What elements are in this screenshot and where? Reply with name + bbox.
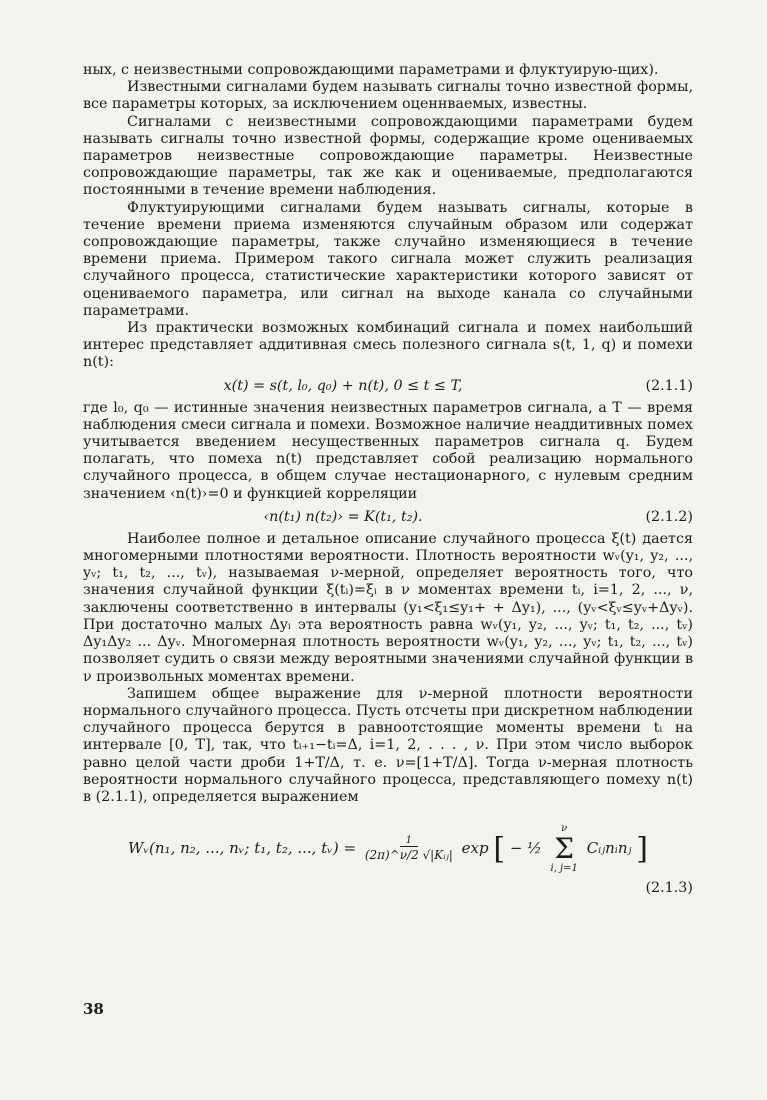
page-number: 38 — [83, 1000, 104, 1018]
sum-lower-limit: i, j=1 — [550, 863, 578, 875]
paragraph-1: ных, с неизвестными сопровождающими параметрами и флуктуирую-щих). — [83, 62, 659, 78]
paragraph-4: Флуктуирующими сигналами будем называть сигналы, которые в течение времени приема изменяются случайным образом или содержат сопровождающие параметры, также случайно изменяющиеся в течение времени приема. Примером такого сигнала может служить реализация случайного процесса, статистические характеристики которого зависят от оцениваемого параметра, или сигнал на выходе канала со случайными параметрами. — [83, 199, 693, 319]
equation-2-1-1 — [83, 374, 693, 398]
page-body — [83, 62, 693, 896]
equation-2-1-3-fraction — [365, 835, 453, 863]
right-bracket: ] — [636, 831, 648, 867]
equation-2-1-3-left: Wᵥ(n₁, n₂, ..., nᵥ; t₁, t₂, ..., tᵥ) = — [128, 839, 357, 858]
sum-term: Cᵢⱼnᵢnⱼ — [586, 839, 632, 858]
equation-2-1-3-formula — [83, 823, 693, 875]
paragraph-8: Запишем общее выражение для ν-мерной плотности вероятности нормального случайного процесса. Пусть отсчеты при дискретном наблюдении случайного процесса берутся в равноотстоящие моменты времени tᵢ на интервале [0, T], так, что tᵢ₊₁−tᵢ=Δ, i=1, 2, . . . , ν. При этом число выборок равно целой части дроби 1+T/Δ, т. е. ν=[1+T/Δ]. Тогда ν-мерная плотность вероятности нормального случайного процесса, представляющего помеху n(t) в (2.1.1), определяется выражением — [83, 685, 693, 805]
equation-2-1-1-formula: x(t) = s(t, l₀, q₀) + n(t), 0 ≤ t ≤ T, — [223, 377, 463, 394]
equation-2-1-2-number: (2.1.2) — [645, 508, 693, 525]
paragraph-6: где l₀, q₀ — истинные значения неизвестных параметров сигнала, а T — время наблюдения смеси сигнала и помехи. Возможное наличие неаддитивных помех учитывается введением несущественных параметров сигнала q. Будем полагать, что помеха n(t) представляет собой реализацию нормального случайного процесса, в общем случае нестационарного, с нулевым средним значением ‹n(t)›=0 и функцией корреляции — [83, 399, 693, 502]
sum-upper-limit: ν — [561, 823, 568, 835]
equation-2-1-3-number: (2.1.3) — [645, 880, 693, 897]
paragraph-7: Наиболее полное и детальное описание случайного процесса ξ(t) дается многомерными плотностями вероятности. Плотность вероятности wᵥ(y₁, y₂, ..., yᵥ; t₁, t₂, ..., tᵥ), называемая ν-мерной, определяет вероятность того, что значения случайной функции ξ(tᵢ)=ξᵢ в ν моментах времени tᵢ, i=1, 2, ..., ν, заключены соответственно в интервалы (y₁<ξ₁≤y₁+ + Δy₁), ..., (yᵥ<ξᵥ≤yᵥ+Δyᵥ). При достаточно малых Δyᵢ эта вероятность равна wᵥ(y₁, y₂, ..., yᵥ; t₁, t₂, ..., tᵥ) Δy₁Δy₂ ... Δyᵥ. Многомерная плотность вероятности wᵥ(y₁, y₂, ..., yᵥ; t₁, t₂, ..., tᵥ) позволяет судить о связи между вероятными значениями случайной функции в ν произвольных моментах времени. — [83, 530, 693, 685]
sigma-symbol: Σ — [554, 832, 575, 866]
equation-2-1-1-number: (2.1.1) — [645, 377, 693, 394]
equation-2-1-2 — [83, 505, 693, 529]
sum-operator — [551, 823, 578, 875]
equation-2-1-3 — [83, 820, 693, 878]
fraction-numerator: 1 — [400, 835, 418, 847]
paragraph-2: Известными сигналами будем называть сигналы точно известной формы, все параметры которых, за исключением оценнваемых, известны. — [83, 79, 693, 113]
exp-function: exp — [461, 839, 489, 858]
left-bracket: [ — [493, 831, 506, 867]
paragraph-5: Из практически возможных комбинаций сигнала и помех наибольший интерес представляет аддитивная смесь полезного сигнала s(t, 1, q) и помехи n(t): — [83, 320, 693, 371]
paragraph-3: Сигналами с неизвестными сопровождающими параметрами будем называть сигналы точно известной формы, содержащие кроме оцениваемых параметров неизвестные сопровождающие параметры. Неизвестные сопровождающие параметры, так же как и оцениваемые, предполагаются постоянными в течение времени наблюдения. — [83, 113, 693, 199]
equation-2-1-2-formula: ‹n(t₁) n(t₂)› = K(t₁, t₂). — [263, 508, 423, 525]
fraction-denominator: (2π)^ν/2 √|Kᵢⱼ| — [364, 848, 453, 863]
half-coefficient: − ½ — [509, 839, 542, 858]
